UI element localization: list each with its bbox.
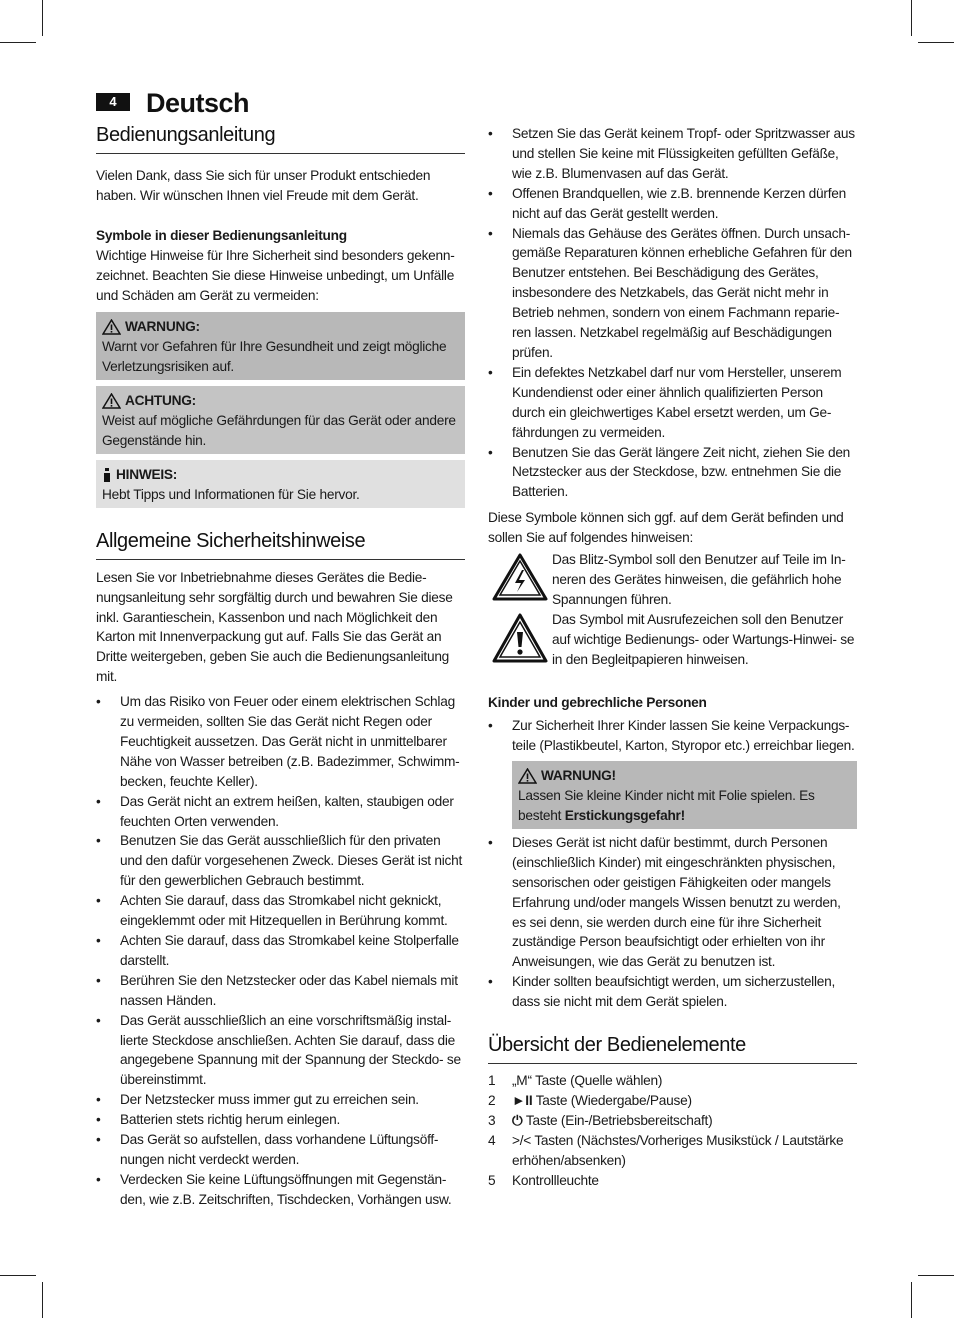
language-title: Deutsch	[146, 88, 250, 118]
symbols-text: Wichtige Hinweise für Ihre Sicherheit sind besonders gekenn- zeichnet. Beachten Sie diese Hinweise unbedingt, um Unfälle und Schäden am Gerät zu vermeiden:	[96, 247, 455, 303]
list-item: • Berühren Sie den Netzstecker oder das Kabel niemals mit nassen Händen.	[96, 971, 465, 1011]
list-item: • Das Gerät nicht an extrem heißen, kalten, staubigen oder feuchten Orten verwenden.	[96, 792, 465, 832]
note-label: HINWEIS:	[116, 466, 178, 482]
caution-triangle-icon	[102, 393, 121, 409]
crop-mark	[0, 42, 36, 43]
power-icon: ⏻	[512, 1112, 523, 1128]
caution-box-title	[102, 391, 459, 411]
kids-list-continued	[488, 833, 857, 1012]
left-column	[96, 122, 465, 1210]
section-title-bedienungsanleitung: Bedienungsanleitung	[96, 122, 465, 154]
warning-box	[96, 312, 465, 380]
controls-item-text: Kontrollleuchte	[512, 1172, 599, 1188]
exclamation-warning-icon	[488, 610, 552, 664]
controls-item	[488, 1131, 857, 1171]
list-item: • Das Gerät so aufstellen, dass vorhandene Lüftungsöff- nungen nicht verdeckt werden.	[96, 1130, 465, 1170]
kids-warning-box	[512, 761, 857, 829]
lightning-symbol-row	[488, 550, 857, 610]
list-item: • Setzen Sie das Gerät keinem Tropf- oder Spritzwasser aus und stellen Sie keine mit Flüssigkeiten gefüllten Gefäße, wie z.B. Blumenvasen auf das Gerät.	[488, 124, 857, 184]
list-item: • Dieses Gerät ist nicht dafür bestimmt, durch Personen (einschließlich Kinder) mit eingeschränkten physischen, sensorischen oder geistigen Fähigkeiten oder mangels Erfahrung und/oder mangels Wissen benutzt zu werden, es sei denn, sie werden durch eine für ihre Sicherheit zuständige Person beaufsichtigt oder erhielten von ihr Anweisungen, wie das Gerät zu benutzen ist.	[488, 833, 857, 972]
right-column	[488, 124, 857, 1191]
caution-box	[96, 386, 465, 454]
controls-item-number: 1	[488, 1073, 496, 1089]
kids-heading: Kinder und gebrechliche Personen	[488, 695, 707, 711]
controls-item-number: 4	[488, 1132, 496, 1148]
kids-warning-body: Lassen Sie kleine Kinder nicht mit Folie spielen. Es besteht	[518, 788, 815, 823]
list-item: • Verdecken Sie keine Lüftungsöffnungen mit Gegenstän- den, wie z.B. Zeitschriften, Tischdecken, Vorhängen usw.	[96, 1170, 465, 1210]
controls-item	[488, 1091, 857, 1111]
controls-item	[488, 1111, 857, 1131]
list-item: • Offenen Brandquellen, wie z.B. brennende Kerzen dürfen nicht auf das Gerät gestellt werden.	[488, 184, 857, 224]
exclamation-text: Das Symbol mit Ausrufezeichen soll den Benutzer auf wichtige Bedienungs- oder Wartungs-Hinwei- se in den Begleitpapieren hinweisen.	[552, 611, 855, 667]
warning-box-title	[102, 317, 459, 337]
warning-label: WARNUNG:	[125, 319, 200, 335]
crop-mark	[918, 42, 954, 43]
controls-item-number: 2	[488, 1092, 496, 1108]
crop-mark	[42, 0, 43, 36]
list-item: • Zur Sicherheit Ihrer Kinder lassen Sie keine Verpackungs- teile (Plastikbeutel, Karton, Styropor etc.) erreichbar liegen.	[488, 716, 857, 756]
safety-list	[96, 692, 465, 1210]
section-title-sicherheitshinweise: Allgemeine Sicherheitshinweise	[96, 528, 465, 560]
controls-item-number: 3	[488, 1112, 496, 1128]
kids-list	[488, 716, 857, 756]
list-item: • Ein defektes Netzkabel darf nur vom Hersteller, unserem Kundendienst oder einer ähnlich qualifizierten Person durch ein gleichwertiges Kabel ersetzt werden, um Ge- fährdungen zu vermeiden.	[488, 363, 857, 443]
list-item: • Kinder sollten beaufsichtigt werden, um sicherzustellen, dass sie nicht mit dem Gerät spielen.	[488, 972, 857, 1012]
controls-item-text: Taste (Ein-/Betriebsbereitschaft)	[525, 1112, 713, 1128]
warning-triangle-icon	[518, 768, 537, 784]
safety-intro: Lesen Sie vor Inbetriebnahme dieses Gerätes die Bedie- nungsanleitung sehr sorgfältig durch und bewahren Sie diese inkl. Garantieschein, Kassenbon und nach Möglichkeit den Karton mit Innenverpackung gut auf. Falls Sie das Gerät an Dritte weitergeben, geben Sie auch die Bedienungsanleitung mit.	[96, 569, 453, 685]
list-item: • Batterien stets richtig herum einlegen.	[96, 1110, 465, 1130]
exclamation-symbol-row	[488, 610, 857, 670]
page-header	[96, 86, 496, 120]
caution-text: Weist auf mögliche Gefährdungen für das Gerät oder andere Gegenstände hin.	[102, 413, 456, 448]
info-icon	[102, 467, 112, 483]
device-symbols-intro: Diese Symbole können sich ggf. auf dem Gerät befinden und sollen Sie auf folgendes hinweisen:	[488, 510, 844, 546]
controls-item-text: „M“ Taste (Quelle wählen)	[512, 1073, 663, 1089]
page-number: 4	[96, 93, 130, 111]
crop-mark	[918, 1275, 954, 1276]
note-box	[96, 460, 465, 508]
lightning-text: Das Blitz-Symbol soll den Benutzer auf Teile im In- neren des Gerätes hinweisen, die gefährlich hohe Spannungen führen.	[552, 552, 846, 607]
controls-list	[488, 1071, 857, 1190]
lightning-warning-icon	[488, 550, 552, 602]
list-item: • Das Gerät ausschließlich an eine vorschriftsmäßig instal- lierte Steckdose anschließen. Achten Sie darauf, dass die angegebene Spannung mit der Spannung der Steckdo- se übereinstimmt.	[96, 1011, 465, 1091]
controls-item-number: 5	[488, 1172, 496, 1188]
controls-item-text: Taste (Wiedergabe/Pause)	[535, 1092, 692, 1108]
list-item: • Niemals das Gehäuse des Gerätes öffnen. Durch unsach- gemäße Reparaturen können erhebliche Gefahren für den Benutzer entstehen. Bei Beschädigung des Gerätes, insbesondere des Netzkabels, das Gerät nicht mehr in Betrieb nehmen, sondern von einem Fachmann reparie- ren lassen. Netzkabel regelmäßig auf Beschädigungen prüfen.	[488, 224, 857, 363]
kids-warning-bold: Erstickungsgefahr!	[564, 808, 685, 823]
intro-text: Vielen Dank, dass Sie sich für unser Produkt entschieden haben. Wir wünschen Ihnen viel Freude mit dem Gerät.	[96, 168, 431, 203]
controls-item	[488, 1171, 857, 1191]
list-item: • Achten Sie darauf, dass das Stromkabel nicht geknickt, eingeklemmt oder mit Hitzequellen in Berührung kommt.	[96, 891, 465, 931]
controls-item	[488, 1071, 857, 1091]
controls-item-text: >/< Tasten (Nächstes/Vorheriges Musikstück / Lautstärke erhöhen/absenken)	[512, 1132, 844, 1168]
list-item: • Der Netzstecker muss immer gut zu erreichen sein.	[96, 1090, 465, 1110]
play-pause-icon: ►II	[512, 1092, 533, 1108]
kids-warning-label: WARNUNG!	[541, 768, 616, 784]
crop-mark	[911, 0, 912, 36]
safety-list-continued	[488, 124, 857, 502]
section-title-bedienelemente: Übersicht der Bedienelemente	[488, 1032, 857, 1064]
note-text: Hebt Tipps und Informationen für Sie hervor.	[102, 486, 360, 502]
caution-label: ACHTUNG:	[125, 393, 196, 409]
symbols-heading: Symbole in dieser Bedienungsanleitung	[96, 227, 347, 243]
warning-text: Warnt vor Gefahren für Ihre Gesundheit und zeigt mögliche Verletzungsrisiken auf.	[102, 339, 447, 375]
list-item: • Achten Sie darauf, dass das Stromkabel keine Stolperfalle darstellt.	[96, 931, 465, 971]
list-item: • Um das Risiko von Feuer oder einem elektrischen Schlag zu vermeiden, sollten Sie das Gerät nicht Regen oder Feuchtigkeit aussetzen. Das Gerät nicht in unmittelbarer Nähe von Wasser betreiben (z.B. Badezimmer, Schwimm- becken, feuchte Keller).	[96, 692, 465, 792]
crop-mark	[0, 1275, 36, 1276]
kids-warning-title	[518, 766, 851, 786]
note-box-title	[102, 465, 459, 485]
warning-triangle-icon	[102, 319, 121, 335]
crop-mark	[42, 1282, 43, 1318]
list-item: • Benutzen Sie das Gerät ausschließlich für den privaten und den dafür vorgesehenen Zweck. Dieses Gerät ist nicht für den gewerblichen Gebrauch bestimmt.	[96, 831, 465, 891]
kids-warning-text	[518, 786, 851, 826]
crop-mark	[911, 1282, 912, 1318]
list-item: • Benutzen Sie das Gerät längere Zeit nicht, ziehen Sie den Netzstecker aus der Steckdose, bzw. entnehmen Sie die Batterien.	[488, 443, 857, 503]
